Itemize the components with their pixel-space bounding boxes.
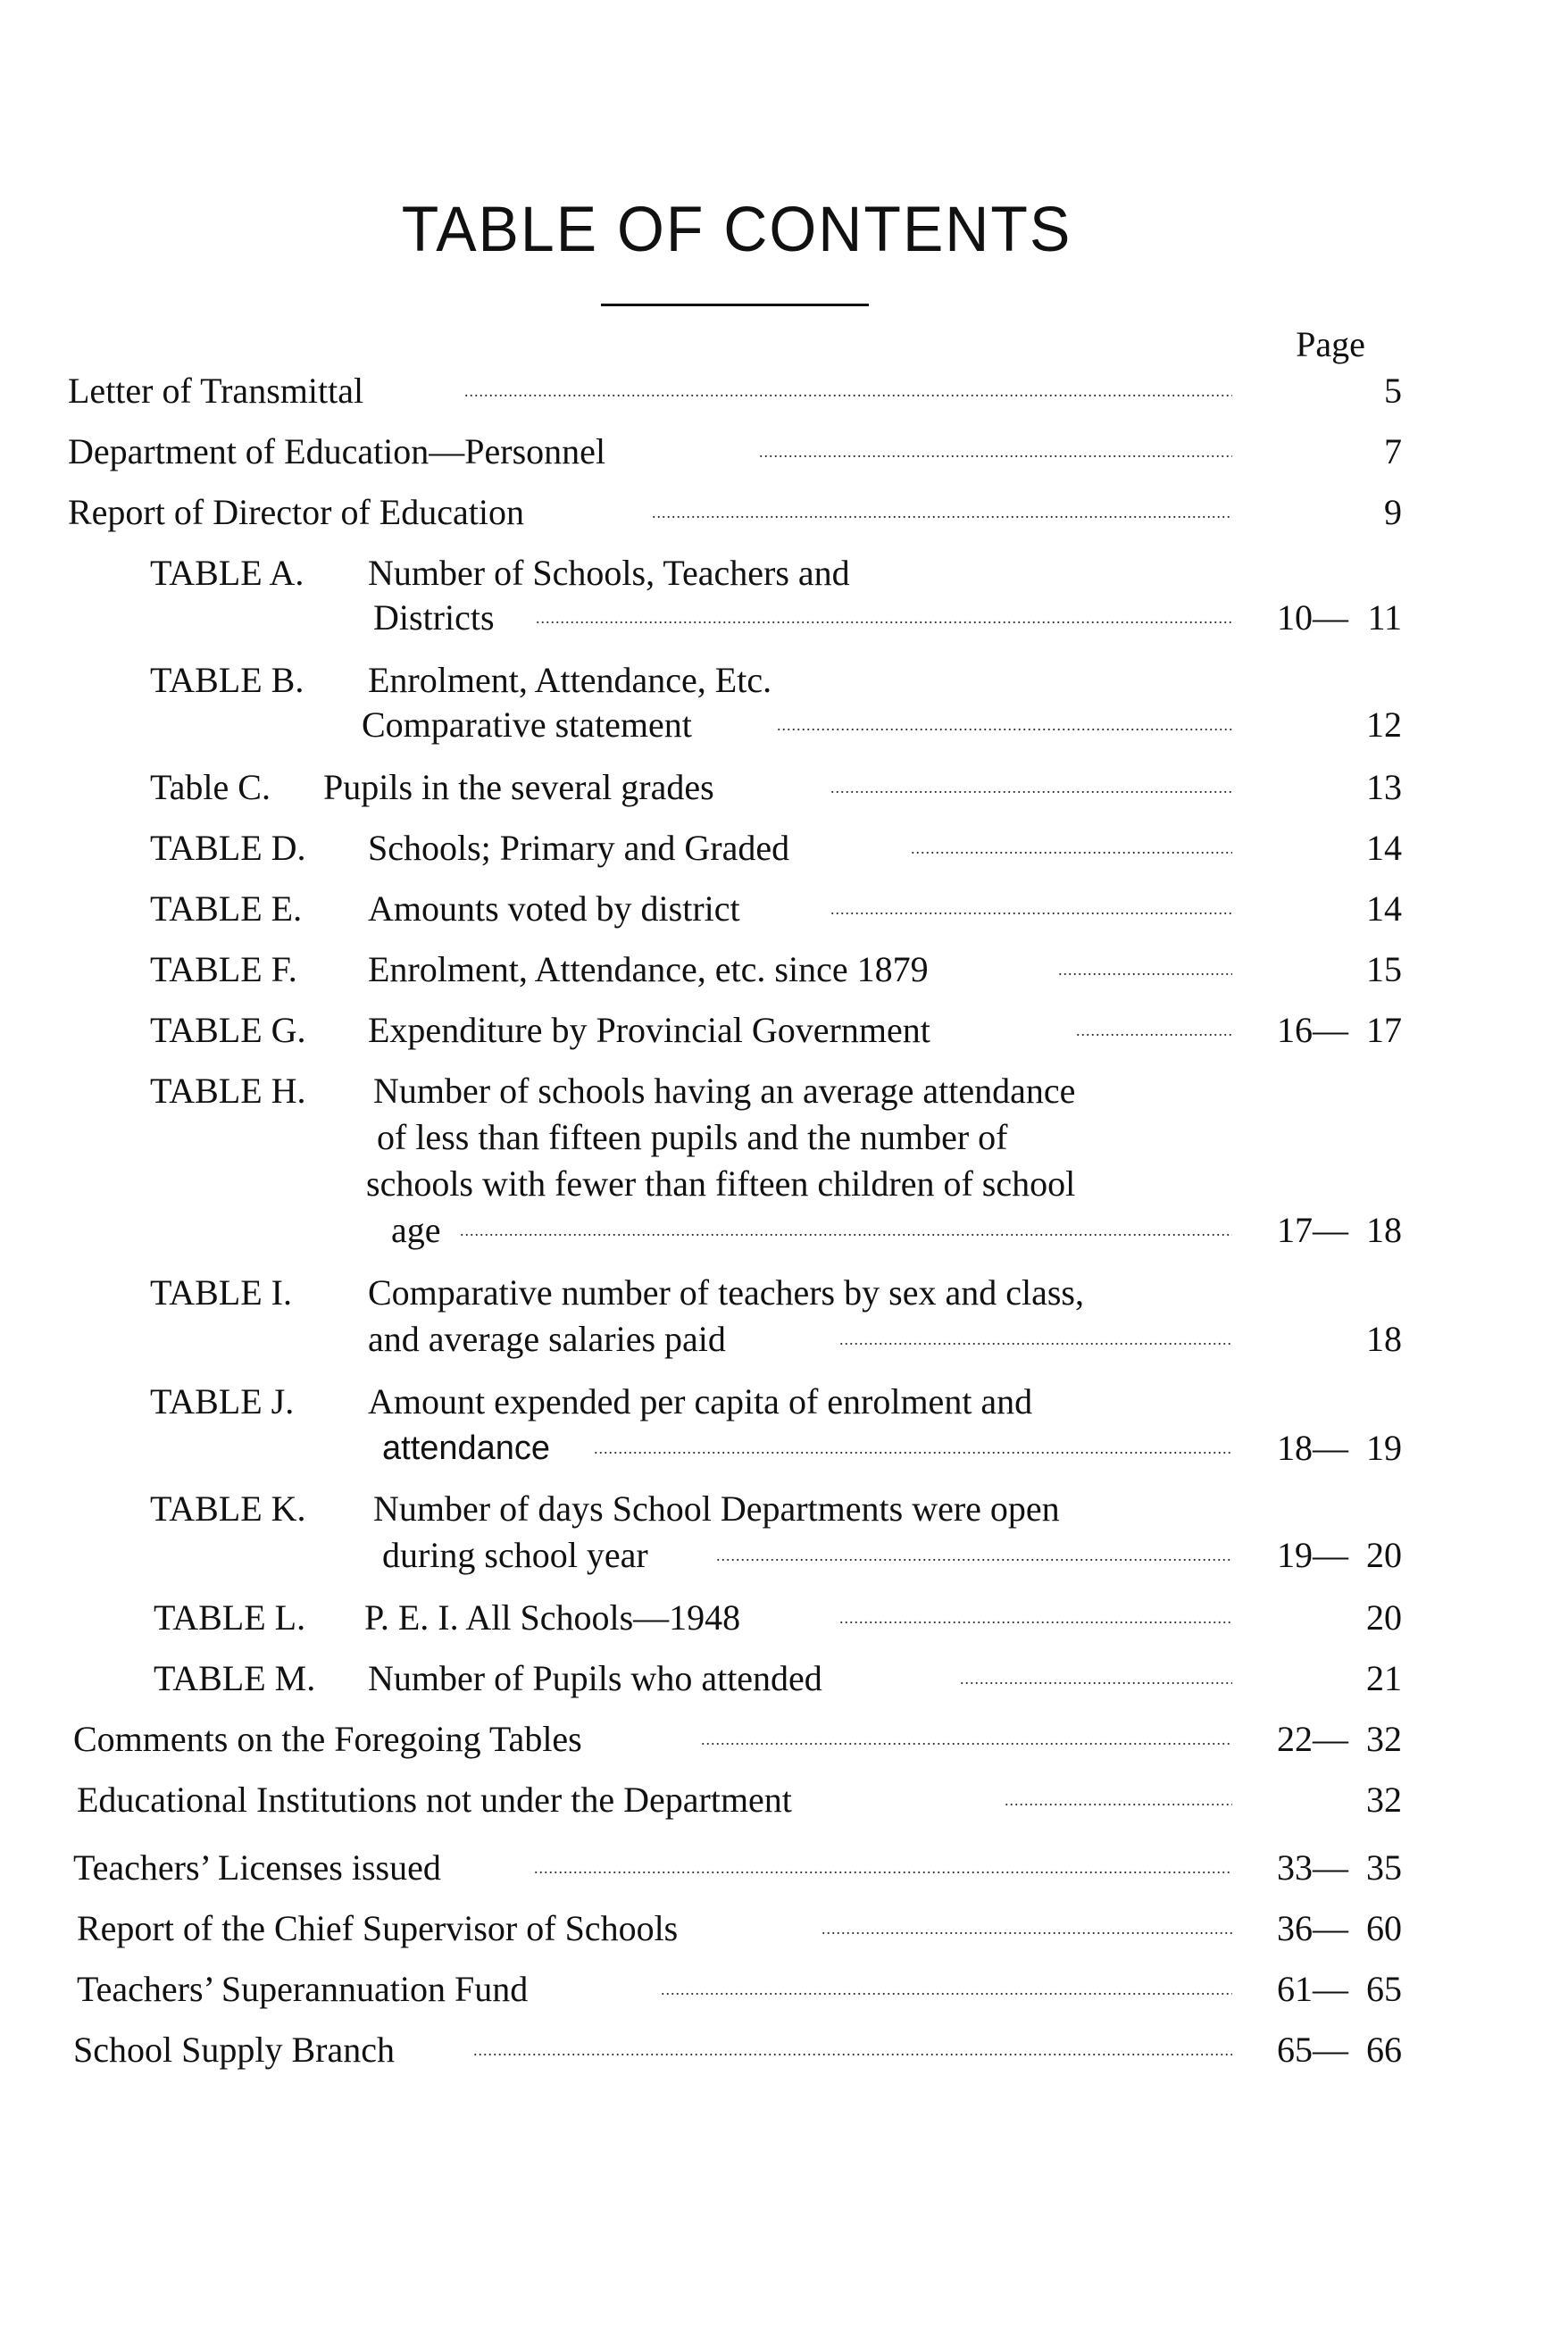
toc-entry: [0, 1591, 1568, 1645]
entry-label-line: Amount expended per capita of enrolment and: [368, 1381, 1033, 1421]
table-prefix: TABLE A.: [150, 553, 304, 593]
page-end: 11: [1367, 597, 1402, 638]
toc-entry: [0, 1652, 1568, 1705]
page-start: 18—: [1277, 1428, 1348, 1468]
table-prefix: TABLE G.: [150, 1010, 306, 1050]
toc-entry-line: [0, 1157, 1568, 1211]
page-start: 10—: [1277, 597, 1348, 638]
entry-label: Letter of Transmittal: [68, 371, 364, 411]
toc-entry: [0, 943, 1568, 996]
toc-entry: [0, 821, 1568, 875]
toc-entry: [0, 1421, 1568, 1475]
entry-label-line: of less than fifteen pupils and the number of: [377, 1117, 1008, 1157]
page-title: TABLE OF CONTENTS: [401, 194, 1072, 265]
toc-entry: [0, 2023, 1568, 2077]
leader-dots: [1005, 1773, 1232, 1827]
toc-entry-line: [0, 1064, 1568, 1118]
entry-label: Enrolment, Attendance, etc. since 1879: [368, 949, 929, 989]
entry-label: Amounts voted by district: [368, 888, 740, 929]
leader-dots: [460, 1204, 1232, 1257]
page-start: 36—: [1277, 1908, 1348, 1948]
entry-label-line: Comparative number of teachers by sex and class,: [368, 1272, 1084, 1313]
page-end: 32: [1366, 1780, 1402, 1820]
entry-label: Report of Director of Education: [68, 492, 524, 532]
entry-label: Teachers’ Superannuation Fund: [77, 1969, 529, 2009]
leader-dots: [839, 1313, 1232, 1366]
page-start: 33—: [1277, 1847, 1348, 1888]
toc-entry: [0, 364, 1568, 418]
leader-dots: [830, 761, 1232, 814]
entry-label: during school year: [382, 1535, 648, 1575]
leader-dots: [594, 1421, 1232, 1475]
toc-entry: [0, 1713, 1568, 1766]
table-prefix: TABLE H.: [150, 1071, 306, 1111]
toc-entry: [0, 1004, 1568, 1057]
leader-dots: [661, 1963, 1232, 2016]
table-prefix: TABLE J.: [150, 1381, 295, 1421]
toc-entry: [0, 1773, 1568, 1827]
leader-dots: [777, 698, 1232, 752]
toc-entry: [0, 486, 1568, 539]
entry-label: age: [391, 1210, 441, 1250]
table-prefix: TABLE I.: [150, 1272, 292, 1313]
table-prefix: TABLE L.: [154, 1597, 306, 1638]
table-prefix: TABLE B.: [150, 660, 304, 700]
leader-dots: [701, 1713, 1232, 1766]
entry-label-line: schools with fewer than fifteen children of school: [366, 1163, 1076, 1204]
page-end: 32: [1366, 1719, 1402, 1759]
leader-dots: [652, 486, 1232, 539]
page-end: 7: [1384, 431, 1402, 471]
page-end: 12: [1366, 704, 1402, 745]
leader-dots: [716, 1529, 1232, 1582]
leader-dots: [464, 364, 1232, 418]
page-start: 17—: [1277, 1210, 1348, 1250]
toc-entry: [0, 882, 1568, 936]
toc-entry: [0, 1313, 1568, 1366]
leader-dots: [911, 821, 1232, 875]
leader-dots: [759, 425, 1232, 479]
leader-dots: [534, 1841, 1232, 1895]
page-end: 66: [1366, 2030, 1402, 2070]
leader-dots: [1058, 943, 1232, 996]
page-end: 21: [1366, 1658, 1402, 1698]
toc-entry: [0, 698, 1568, 752]
page-end: 5: [1384, 371, 1402, 411]
page-end: 17: [1366, 1010, 1402, 1050]
table-prefix: TABLE M.: [154, 1658, 316, 1698]
entry-label-line: Number of days School Departments were open: [373, 1488, 1060, 1529]
page-end: 18: [1366, 1319, 1402, 1359]
page-end: 9: [1384, 492, 1402, 532]
leader-dots: [960, 1652, 1232, 1705]
entry-label: Department of Education—Personnel: [68, 431, 606, 471]
entry-label: Pupils in the several grades: [323, 767, 714, 807]
leader-dots: [830, 882, 1232, 936]
entry-label: School Supply Branch: [73, 2030, 395, 2070]
page-end: 14: [1366, 828, 1402, 868]
entry-label: P. E. I. All Schools—1948: [364, 1597, 741, 1638]
entry-label: Districts: [373, 597, 495, 638]
leader-dots: [1076, 1004, 1232, 1057]
toc-entry: [0, 1963, 1568, 2016]
table-prefix: Table C.: [150, 767, 271, 807]
leader-dots: [536, 591, 1232, 645]
toc-entry: [0, 761, 1568, 814]
toc-entry: [0, 1204, 1568, 1257]
table-prefix: TABLE K.: [150, 1488, 306, 1529]
entry-label: Number of Pupils who attended: [368, 1658, 822, 1698]
toc-entry-line: [0, 1111, 1568, 1164]
page-end: 19: [1366, 1428, 1402, 1468]
table-prefix: TABLE D.: [150, 828, 306, 868]
entry-label-line: Enrolment, Attendance, Etc.: [368, 660, 772, 700]
entry-label: Schools; Primary and Graded: [368, 828, 790, 868]
entry-label: attendance: [382, 1430, 551, 1467]
page-end: 65: [1366, 1969, 1402, 2009]
table-prefix: TABLE F.: [150, 949, 297, 989]
toc-entry: [0, 1902, 1568, 1955]
page-end: 60: [1366, 1908, 1402, 1948]
entry-label: Teachers’ Licenses issued: [73, 1847, 441, 1888]
page-end: 20: [1366, 1535, 1402, 1575]
page-start: 65—: [1277, 2030, 1348, 2070]
toc-entry: [0, 425, 1568, 479]
toc-entry-line: [0, 1266, 1568, 1320]
toc-entry-line: [0, 1482, 1568, 1536]
entry-label: and average salaries paid: [368, 1319, 726, 1359]
page-start: 22—: [1277, 1719, 1348, 1759]
leader-dots: [822, 1902, 1232, 1955]
entry-label: Expenditure by Provincial Government: [368, 1010, 930, 1050]
entry-label: Report of the Chief Supervisor of Schools: [77, 1908, 679, 1948]
page-start: 19—: [1277, 1535, 1348, 1575]
page-end: 13: [1366, 767, 1402, 807]
entry-label: Comparative statement: [362, 704, 692, 745]
toc-entry-line: [0, 1375, 1568, 1429]
entry-label-line: Number of Schools, Teachers and: [368, 553, 850, 593]
page-end: 20: [1366, 1597, 1402, 1638]
leader-dots: [473, 2023, 1232, 2077]
entry-label-line: Number of schools having an average attendance: [373, 1071, 1076, 1111]
page-end: 14: [1366, 888, 1402, 929]
toc-entry: [0, 591, 1568, 645]
page-end: 18: [1366, 1210, 1402, 1250]
page-start: 61—: [1277, 1969, 1348, 2009]
page-end: 35: [1366, 1847, 1402, 1888]
entry-label: Comments on the Foregoing Tables: [73, 1719, 582, 1759]
page-end: 15: [1366, 949, 1402, 989]
toc-entry: [0, 1529, 1568, 1582]
entry-label: Educational Institutions not under the Department: [77, 1780, 792, 1820]
page-start: 16—: [1277, 1010, 1348, 1050]
leader-dots: [839, 1591, 1232, 1645]
page-column-header: Page: [1296, 324, 1365, 364]
toc-entry: [0, 1841, 1568, 1895]
title-underline: [601, 304, 869, 306]
table-prefix: TABLE E.: [150, 888, 303, 929]
